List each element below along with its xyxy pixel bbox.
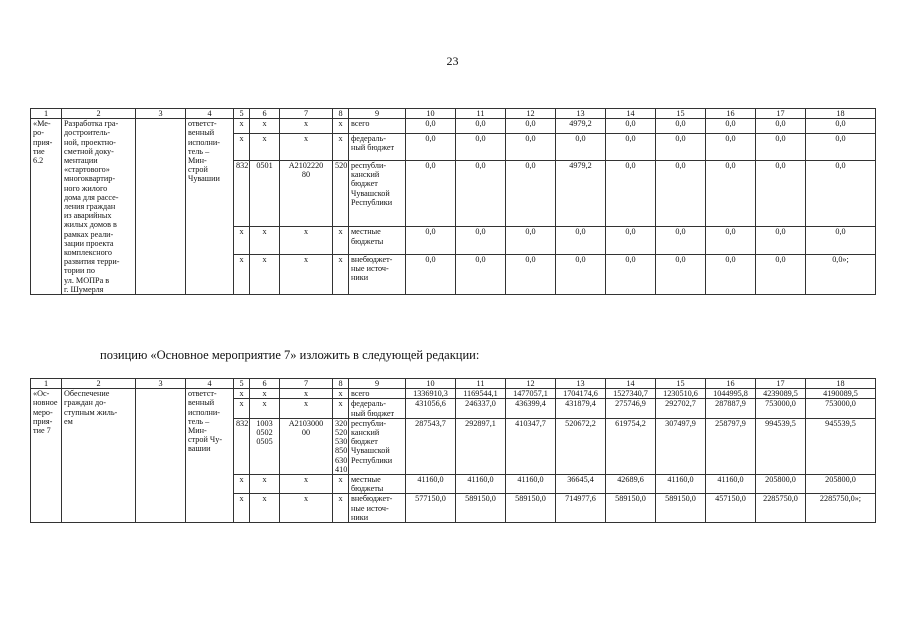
value-cell: 589150,0 (506, 494, 556, 523)
header-cell: 10 (406, 379, 456, 389)
value-cell: 0,0 (456, 119, 506, 133)
value-cell: 0,0 (406, 133, 456, 160)
value-cell: 292702,7 (656, 399, 706, 418)
target-article-cell: x (280, 494, 333, 523)
value-cell: 0,0 (806, 160, 876, 226)
header-cell: 4 (186, 379, 234, 389)
target-article-cell: A2102220 80 (280, 160, 333, 226)
value-cell: 619754,2 (606, 418, 656, 474)
value-cell: 945539,5 (806, 418, 876, 474)
grbs-cell: x (234, 399, 250, 418)
header-cell: 5 (234, 379, 250, 389)
event-code-cell: «Ос- новное меро- прия- тие 7 (31, 389, 62, 523)
value-cell: 753000,0 (806, 399, 876, 418)
value-cell: 714977,6 (556, 494, 606, 523)
value-cell: 0,0 (556, 254, 606, 294)
value-cell: 0,0 (506, 119, 556, 133)
value-cell: 2285750,0 (756, 494, 806, 523)
value-cell: 0,0 (756, 254, 806, 294)
header-cell: 17 (756, 109, 806, 119)
grbs-cell: 832 (234, 418, 250, 474)
header-cell: 8 (333, 379, 349, 389)
value-cell: 258797,9 (706, 418, 756, 474)
target-article-cell: x (280, 227, 333, 254)
section-cell: x (250, 399, 280, 418)
value-cell: 0,0»; (806, 254, 876, 294)
value-cell: 275746,9 (606, 399, 656, 418)
event-code-cell: «Ме- ро- прия- тие 6.2 (31, 119, 62, 295)
funding-source-cell: республи- канский бюджет Чувашской Республики (349, 418, 406, 474)
header-cell: 3 (136, 379, 186, 389)
value-cell: 287543,7 (406, 418, 456, 474)
value-cell: 431879,4 (556, 399, 606, 418)
value-cell: 41160,0 (456, 475, 506, 494)
value-cell: 0,0 (556, 227, 606, 254)
funding-source-cell: федераль- ный бюджет (349, 133, 406, 160)
value-cell: 0,0 (406, 160, 456, 226)
funding-source-cell: местные бюджеты (349, 475, 406, 494)
grbs-cell: x (234, 133, 250, 160)
value-cell: 0,0 (756, 227, 806, 254)
header-cell: 3 (136, 109, 186, 119)
header-cell: 4 (186, 109, 234, 119)
value-cell: 1704174,6 (556, 389, 606, 399)
header-row (31, 109, 876, 119)
expense-type-cell: x (333, 119, 349, 133)
value-cell: 0,0 (506, 227, 556, 254)
header-cell: 17 (756, 379, 806, 389)
header-cell: 12 (506, 109, 556, 119)
value-cell: 36645,4 (556, 475, 606, 494)
value-cell: 589150,0 (656, 494, 706, 523)
value-cell: 0,0 (456, 227, 506, 254)
header-cell: 5 (234, 109, 250, 119)
value-cell: 431056,6 (406, 399, 456, 418)
section-cell: 1003 0502 0505 (250, 418, 280, 474)
expense-type-cell: x (333, 475, 349, 494)
value-cell: 0,0 (756, 119, 806, 133)
header-cell: 9 (349, 379, 406, 389)
section-cell: x (250, 227, 280, 254)
header-row (31, 379, 876, 389)
funding-source-cell: всего (349, 119, 406, 133)
section-cell: 0501 (250, 160, 280, 226)
funding-source-cell: внебюджет- ные источ- ники (349, 254, 406, 294)
value-cell: 589150,0 (456, 494, 506, 523)
grbs-cell: x (234, 475, 250, 494)
empty-cell (136, 119, 186, 295)
value-cell: 0,0 (606, 254, 656, 294)
value-cell: 0,0 (656, 160, 706, 226)
event-name-cell: Разработка гра- достроитель- ной, проектно- сметной доку- ментации «стартового» многоквартир- ного жилого дома для рассе- ления граждан из аварийных жилых домов в рамках реали- зации проекта комплексного развития терри- тории по ул. МОПРа в г. Шумерля (62, 119, 136, 295)
value-cell: 0,0 (806, 119, 876, 133)
value-cell: 4239089,5 (756, 389, 806, 399)
funding-source-cell: внебюджет- ные источ- ники (349, 494, 406, 523)
expense-type-cell: x (333, 227, 349, 254)
header-cell: 1 (31, 379, 62, 389)
target-article-cell: x (280, 254, 333, 294)
value-cell: 2285750,0»; (806, 494, 876, 523)
value-cell: 0,0 (656, 119, 706, 133)
header-cell: 11 (456, 109, 506, 119)
header-cell: 18 (806, 109, 876, 119)
value-cell: 0,0 (706, 227, 756, 254)
grbs-cell: x (234, 119, 250, 133)
value-cell: 0,0 (456, 254, 506, 294)
value-cell: 436399,4 (506, 399, 556, 418)
value-cell: 4190089,5 (806, 389, 876, 399)
expense-type-cell: 320 520 530 850 630 410 (333, 418, 349, 474)
value-cell: 0,0 (406, 119, 456, 133)
grbs-cell: x (234, 254, 250, 294)
header-cell: 13 (556, 109, 606, 119)
value-cell: 0,0 (656, 227, 706, 254)
value-cell: 0,0 (456, 133, 506, 160)
value-cell: 42689,6 (606, 475, 656, 494)
header-cell: 12 (506, 379, 556, 389)
event-name-cell: Обеспечение граждан до- ступным жиль- ем (62, 389, 136, 523)
funding-source-cell: федераль- ный бюджет (349, 399, 406, 418)
header-cell: 15 (656, 109, 706, 119)
section-cell: x (250, 254, 280, 294)
header-cell: 7 (280, 109, 333, 119)
value-cell: 0,0 (506, 254, 556, 294)
value-cell: 246337,0 (456, 399, 506, 418)
empty-cell (136, 389, 186, 523)
header-cell: 8 (333, 109, 349, 119)
header-cell: 14 (606, 109, 656, 119)
target-article-cell: A2103000 00 (280, 418, 333, 474)
grbs-cell: x (234, 494, 250, 523)
header-cell: 13 (556, 379, 606, 389)
expense-type-cell: x (333, 254, 349, 294)
target-article-cell: x (280, 399, 333, 418)
funding-source-cell: республи- канский бюджет Чувашской Республики (349, 160, 406, 226)
value-cell: 4979,2 (556, 119, 606, 133)
value-cell: 1527340,7 (606, 389, 656, 399)
target-article-cell: x (280, 389, 333, 399)
table-main-event-7 (30, 378, 876, 523)
header-cell: 6 (250, 109, 280, 119)
value-cell: 0,0 (606, 227, 656, 254)
header-cell: 16 (706, 109, 756, 119)
value-cell: 0,0 (406, 227, 456, 254)
header-cell: 15 (656, 379, 706, 389)
funding-source-cell: местные бюджеты (349, 227, 406, 254)
grbs-cell: x (234, 227, 250, 254)
header-cell: 11 (456, 379, 506, 389)
value-cell: 1169544,1 (456, 389, 506, 399)
value-cell: 589150,0 (606, 494, 656, 523)
value-cell: 287887,9 (706, 399, 756, 418)
value-cell: 520672,2 (556, 418, 606, 474)
value-cell: 41160,0 (706, 475, 756, 494)
value-cell: 1044995,8 (706, 389, 756, 399)
value-cell: 0,0 (606, 119, 656, 133)
value-cell: 577150,0 (406, 494, 456, 523)
value-cell: 41160,0 (506, 475, 556, 494)
value-cell: 0,0 (506, 133, 556, 160)
value-cell: 0,0 (706, 254, 756, 294)
table-row (31, 389, 876, 399)
value-cell: 4979,2 (556, 160, 606, 226)
value-cell: 205800,0 (756, 475, 806, 494)
value-cell: 0,0 (756, 133, 806, 160)
header-cell: 6 (250, 379, 280, 389)
value-cell: 0,0 (656, 133, 706, 160)
header-cell: 10 (406, 109, 456, 119)
header-cell: 9 (349, 109, 406, 119)
value-cell: 41160,0 (656, 475, 706, 494)
value-cell: 0,0 (706, 160, 756, 226)
value-cell: 410347,7 (506, 418, 556, 474)
section-cell: x (250, 133, 280, 160)
value-cell: 0,0 (806, 227, 876, 254)
value-cell: 1336910,3 (406, 389, 456, 399)
value-cell: 0,0 (656, 254, 706, 294)
section-cell: x (250, 475, 280, 494)
executor-cell: ответст- венный исполни- тель – Мин- строй Чувашии (186, 119, 234, 295)
value-cell: 205800,0 (806, 475, 876, 494)
expense-type-cell: x (333, 494, 349, 523)
value-cell: 0,0 (606, 133, 656, 160)
value-cell: 307497,9 (656, 418, 706, 474)
executor-cell: ответст- венный исполни- тель – Мин- строй Чу- вашии (186, 389, 234, 523)
value-cell: 1477057,1 (506, 389, 556, 399)
expense-type-cell: x (333, 399, 349, 418)
value-cell: 0,0 (506, 160, 556, 226)
header-cell: 7 (280, 379, 333, 389)
target-article-cell: x (280, 119, 333, 133)
value-cell: 0,0 (756, 160, 806, 226)
value-cell: 0,0 (456, 160, 506, 226)
grbs-cell: 832 (234, 160, 250, 226)
value-cell: 1230510,6 (656, 389, 706, 399)
target-article-cell: x (280, 475, 333, 494)
instruction-text: позицию «Основное мероприятие 7» изложить в следующей редакции: (100, 348, 480, 362)
value-cell: 0,0 (806, 133, 876, 160)
expense-type-cell: x (333, 389, 349, 399)
header-cell: 16 (706, 379, 756, 389)
value-cell: 0,0 (706, 133, 756, 160)
value-cell: 0,0 (556, 133, 606, 160)
value-cell: 753000,0 (756, 399, 806, 418)
value-cell: 457150,0 (706, 494, 756, 523)
value-cell: 41160,0 (406, 475, 456, 494)
header-cell: 2 (62, 379, 136, 389)
section-cell: x (250, 119, 280, 133)
value-cell: 0,0 (606, 160, 656, 226)
funding-source-cell: всего (349, 389, 406, 399)
table-event-6-2 (30, 108, 876, 295)
section-cell: x (250, 389, 280, 399)
page-number: 23 (446, 54, 459, 68)
expense-type-cell: 520 (333, 160, 349, 226)
expense-type-cell: x (333, 133, 349, 160)
header-cell: 2 (62, 109, 136, 119)
value-cell: 0,0 (706, 119, 756, 133)
header-cell: 14 (606, 379, 656, 389)
value-cell: 994539,5 (756, 418, 806, 474)
target-article-cell: x (280, 133, 333, 160)
value-cell: 0,0 (406, 254, 456, 294)
value-cell: 292897,1 (456, 418, 506, 474)
header-cell: 18 (806, 379, 876, 389)
table-row (31, 119, 876, 133)
section-cell: x (250, 494, 280, 523)
header-cell: 1 (31, 109, 62, 119)
grbs-cell: x (234, 389, 250, 399)
